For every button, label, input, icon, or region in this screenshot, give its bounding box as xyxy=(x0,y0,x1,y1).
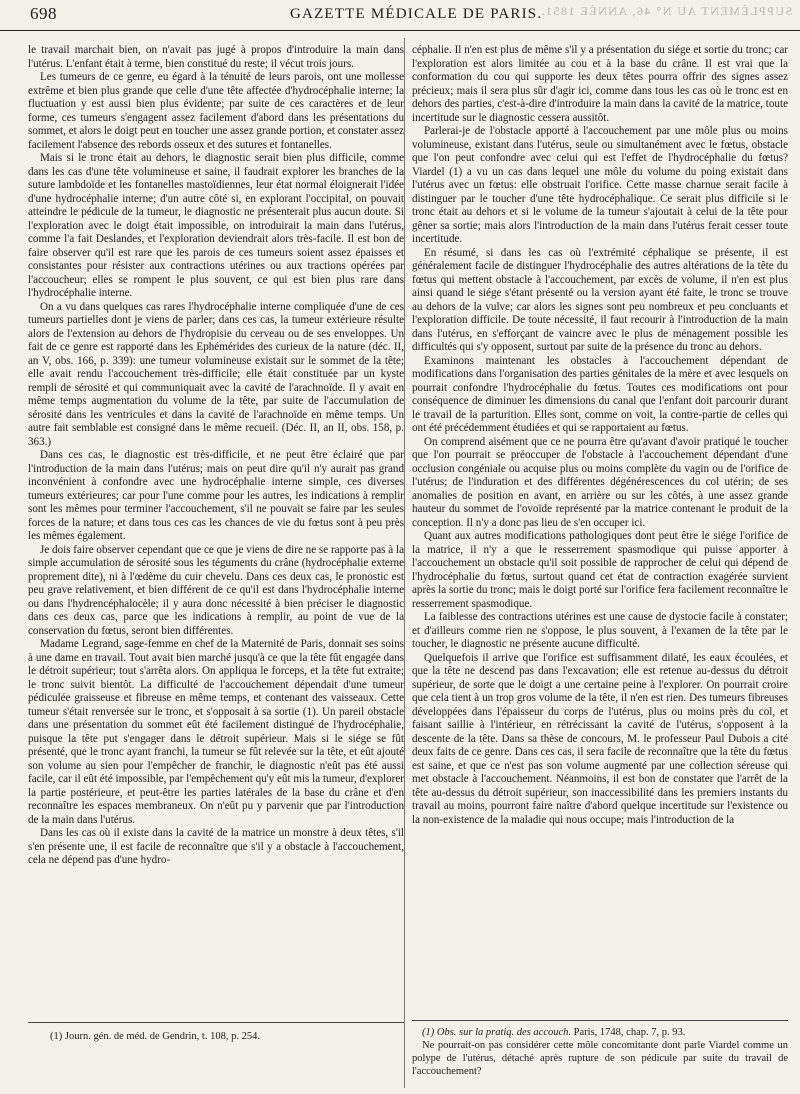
right-paragraph-2: Parlerai-je de l'obstacle apporté à l'accouchement par une môle plus ou moins volumineuse, existant dans l'utérus, seule ou simultanément avec le fœtus, obstacle que l'on peut confondre avec celui qui est l'effet de l'hydrocéphalie du fœtus? Viardel (1) a vu un cas dans lequel une môle du volume du poing existait dans l'utérus avec un fœtus: elle obstruait l'orifice. Cette masse charnue serait facile à distinguer par le toucher d'une tête hydrocéphalique. Ce serait plus difficile si le tronc était au dehors et si le volume de la tumeur s'ajoutait à celui de la tête pour gêner sa sortie; mais alors l'introduction de la main dans l'utérus ferait cesser toute incertitude. xyxy=(412,125,788,245)
left-column xyxy=(28,44,404,868)
right-paragraph-1: céphalie. Il n'en est plus de même s'il y a présentation du siége et sortie du tronc; car l'exploration est alors limitée au cou et à la base du crâne. Il est vrai que la conformation du cou qui supporte les deux têtes pourra offrir des signes assez précieux; mais il sera plus sûr d'agir ici, comme dans tous les cas où le tronc est en dehors des parties, c'est-à-dire d'introduire la main dans la cavité de la matrice, toute incertitude sur le diagnostic cessera aussitôt. xyxy=(412,44,788,124)
right-paragraph-8: Quelquefois il arrive que l'orifice est suffisamment dilaté, les eaux écoulées, et que la tête ne descend pas dans l'excavation; elle est retenue au-dessus du détroit supérieur, de sorte que le doigt a une certaine peine à l'explorer. On pourrait croire que cela tient à un trop gros volume de la tête, il n'en est rien. Des tumeurs fibreuses développées dans l'épaisseur du corps de l'utérus, plus ou moins près du col, et faisant saillie à l'intérieur, en rétrécissant la cavité de l'utérus, s'opposent à la descente de la tête. Dans sa thèse de concours, M. le professeur Paul Dubois a cité deux faits de ce genre. Dans ces cas, il sera facile de reconnaître que la tête du fœtus est saine, et que ce n'est pas son volume augmenté par une collection séreuse qui met obstacle à l'accouchement. Néanmoins, il est bon de constater que l'arrêt de la tête au-dessus du détroit supérieur, son inaccessibilité dans les premiers instants du travail au moins, pourront faire naître d'abord quelque incertitude sur l'existence ou la non-existence de la maladie qui nous occupe; mais l'introduction de la xyxy=(412,651,788,826)
left-footnote xyxy=(40,1030,400,1043)
column-divider xyxy=(404,38,405,1088)
right-footnote-line xyxy=(412,1026,788,1039)
right-footnote-rest: Paris, 1748, chap. 7, p. 93. xyxy=(571,1027,686,1038)
left-paragraph-2: Les tumeurs de ce genre, eu égard à la ténuité de leurs parois, ont une mollesse extrême et bien plus grande que celle d'une tête affectée d'hydrocéphalie interne; la fluctuation y est aussi bien plus évidente; par suite de ces caractères et de leur forme, ces tumeurs s'engagent assez facilement d'abord dans les présentations du sommet, et alors le doigt peut en toucher une assez grande portion, et constater assez facilement l'absence des rebords osseux et des sutures et fontanelles. xyxy=(28,71,404,151)
right-paragraph-7: La faiblesse des contractions utérines est une cause de dystocie facile à constater; et d'ailleurs comme rien ne s'oppose, le plus souvent, à l'examen de la tête par le toucher, le diagnostic ne présente aucune difficulté. xyxy=(412,611,788,650)
right-footnote-label: (1) Obs. sur la pratiq. des accouch. xyxy=(422,1027,572,1038)
left-paragraph-3: Mais si le tronc était au dehors, le diagnostic serait bien plus difficile, comme dans les cas d'une tête volumineuse et saine, il faudrait explorer les branches de la suture lambdoïde et les fontanelles mastoïdiennes, leur état normal éloignerait l'idée d'une hydrocéphalie interne; d'un autre côté si, en explorant l'occipital, on pouvait atteindre le pédicule de la tumeur, le diagnostic ne présenterait plus aucun doute. Si l'exploration avec le doigt était impossible, on introduirait la main dans l'utérus, comme l'a fait Deslandes, et l'exploration deviendrait alors très-facile. Il est bon de faire observer qu'il est rare que les parois de ces tumeurs soient assez épaisses et consistantes pour résister aux contractions utérines ou aux tractions opérées par l'accoucheur; elles se rompent le plus souvent, ce qui est bien plus rare dans l'hydrocéphalie interne. xyxy=(28,152,404,299)
left-footnote-rule xyxy=(28,1022,404,1023)
page-header xyxy=(0,0,800,31)
left-paragraph-4: On a vu dans quelques cas rares l'hydrocéphalie interne compliquée d'une de ces tumeurs partielles dont je viens de parler; dans ces cas, la tumeur extérieure résulte alors de l'extension au dehors de l'hydropisie du cerveau ou de ses enveloppes. Un fait de ce genre est rapporté dans les Ephémérides des curieux de la nature (déc. II, an V, obs. 166, p. 339): une tumeur volumineuse existait sur le sommet de la tête; elle avait rendu l'accouchement très-difficile; elle était constituée par un kyste rempli de sérosité et qui communiquait avec la cavité de l'arachnoïde. Il y avait en même temps augmentation du volume de la tête, par suite de l'accumulation de sérosité dans les ventricules et dans la cavité de l'arachnoïde en même temps. Un autre fait semblable est consigné dans le même recueil. (Déc. II, an II, obs. 158, p. 363.) xyxy=(28,300,404,448)
right-paragraph-5: On comprend aisément que ce ne pourra être qu'avant d'avoir pratiqué le toucher que l'on pourrait se préoccuper de l'obstacle à l'accouchement dépendant d'une occlusion congéniale ou acquise plus ou moins complète du vagin ou de l'orifice de l'utérus; de l'induration et des différentes dégénérescences du col utérin; de ses anomalies de position en avant, en arrière ou sur les côtés, à une assez grande hauteur du sommet de l'ovoïde représenté par la matrice contenant le produit de la conception. Il n'y a donc pas lieu de s'en occuper ici. xyxy=(412,435,788,529)
left-footnote-text: (1) Journ. gén. de méd. de Gendrin, t. 108, p. 254. xyxy=(50,1031,260,1042)
running-title: GAZETTE MÉDICALE DE PARIS. xyxy=(290,6,543,22)
left-paragraph-5: Dans ces cas, le diagnostic est très-difficile, et ne peut être éclairé que par l'introduction de la main dans l'utérus; mais on peut dire qu'il n'y aurait pas grand inconvénient à confondre avec une hydrocéphalie interne simple, ces diverses tumeurs extérieures; car pour l'une comme pour les autres, les indications à remplir sont les mêmes pour terminer l'accouchement, s'il ne pouvait se faire par les seules forces de la nature; et dans tous ces cas les chances de vie du fœtus sont à peu près les mêmes également. xyxy=(28,449,404,542)
left-paragraph-1: le travail marchait bien, on n'avait pas jugé à propos d'introduire la main dans l'utérus. L'enfant était à terme, bien constitué du reste; il vécut trois jours. xyxy=(28,44,404,70)
right-footnote-rule xyxy=(412,1020,788,1021)
right-paragraph-6: Quant aux autres modifications pathologiques dont peut être le siége l'orifice de la matrice, il n'y a que le resserrement spasmodique qui puisse apporter à l'accouchement un obstacle qu'il soit possible de rapprocher de celui qui dépend de l'hydrocéphalie du fœtus, surtout quand cet état de contraction exagérée survient après la sortie du tronc; mais le doigt porté sur l'orifice fera facilement reconnaître le resserrement spasmodique. xyxy=(412,530,788,610)
bleed-through-text: SUPPLÉMENT AU N° 46, ANNÉE 1851. xyxy=(540,4,793,18)
right-footnote-text-2: Ne pourrait-on pas considérer cette môle concomitante dont parle Viardel comme un polype de l'utérus, détaché après rupture de son pédicule par suite du travail de l'accouchement? xyxy=(412,1040,788,1077)
right-paragraph-3: En résumé, si dans les cas où l'extrémité céphalique se présente, il est généralement facile de distinguer l'hydrocéphalie des autres altérations de la tête du fœtus qui mettent obstacle à l'accouchement, par excès de volume, il n'en est plus ainsi quand le siége s'étant présenté ou la version ayant été faite, le tronc se trouve au dehors de la vulve; car alors les signes sont peu nombreux et peu concluants et l'exploration difficile. De toute nécessité, il faut recourir à l'introduction de la main dans l'utérus, en s'efforçant de vaincre avec le plus de ménagement possible les difficultés qui s'y opposent, surtout par suite de la présence du tronc au dehors. xyxy=(412,246,788,353)
right-footnote xyxy=(412,1026,788,1078)
left-paragraph-6: Je dois faire observer cependant que ce que je viens de dire ne se rapporte pas à la simple accumulation de sérosité sous les téguments du crâne (hydrocéphalie externe proprement dite), ni à l'œdème du cuir chevelu. Dans ces deux cas, le pronostic est peu grave relativement, et bien différent de ce qu'il est dans l'hydrocéphalie interne ou dans l'hydrencéphalocèle; il y aura donc nécessité à bien préciser le diagnostic dans ces deux cas, parce que les indications à remplir, au point de vue de la conservation du fœtus, seront bien différentes. xyxy=(28,543,404,637)
left-paragraph-8: Dans les cas où il existe dans la cavité de la matrice un monstre à deux têtes, s'il s'en présente une, il est facile de reconnaître que s'il y a obstacle à l'accouchement, cela ne dépend pas d'une hydro- xyxy=(28,827,404,866)
right-paragraph-4: Examinons maintenant les obstacles à l'accouchement dépendant de modifications dans l'organisation des parties génitales de la mère et avec lesquels on pourrait confondre l'hydrocéphalie du fœtus. Toutes ces modifications ont pour conséquence de diminuer les dimensions du canal que l'enfant doit parcourir durant le travail de la parturition. Elles sont, comme on voit, la contre-partie de celles qui ont été précédemment étudiées et qui se rapportaient au fœtus. xyxy=(412,354,788,434)
right-column xyxy=(412,44,788,827)
left-paragraph-7: Madame Legrand, sage-femme en chef de la Maternité de Paris, donnait ses soins à une dame en travail. Tout avait bien marché jusqu'à ce que la tête fût engagée dans le détroit supérieur; tout s'arrêta alors. On appliqua le forceps, et la tête fut extraite; le tronc suivit bientôt. La difficulté de l'accouchement dépendait d'une tumeur pédiculée graisseuse et fibreuse en même temps, et contenant des vaisseaux. Cette tumeur s'était renversée sur le tronc, et s'opposait à sa sortie (1). Un pareil obstacle dans une présentation du sommet eût été facilement distingué de l'hydrocéphalie, puisque la tête put s'engager dans le détroit supérieur. Mais si le siége se fût présenté, que le tronc ayant franchi, la tumeur se fût relevée sur la tête, et eût ajouté son volume au sien pour l'empêcher de franchir, le diagnostic n'eût pas été aussi facile, car il eût été impossible, par l'empêchement qu'y eût mis la tumeur, d'explorer la partie postérieure, et peut-être les parties latérales de la base du crâne et d'en reconnaître les espaces membraneux. On n'eût pu y parvenir que par l'introduction de la main dans l'utérus. xyxy=(28,638,404,826)
page-number: 698 xyxy=(30,4,57,23)
